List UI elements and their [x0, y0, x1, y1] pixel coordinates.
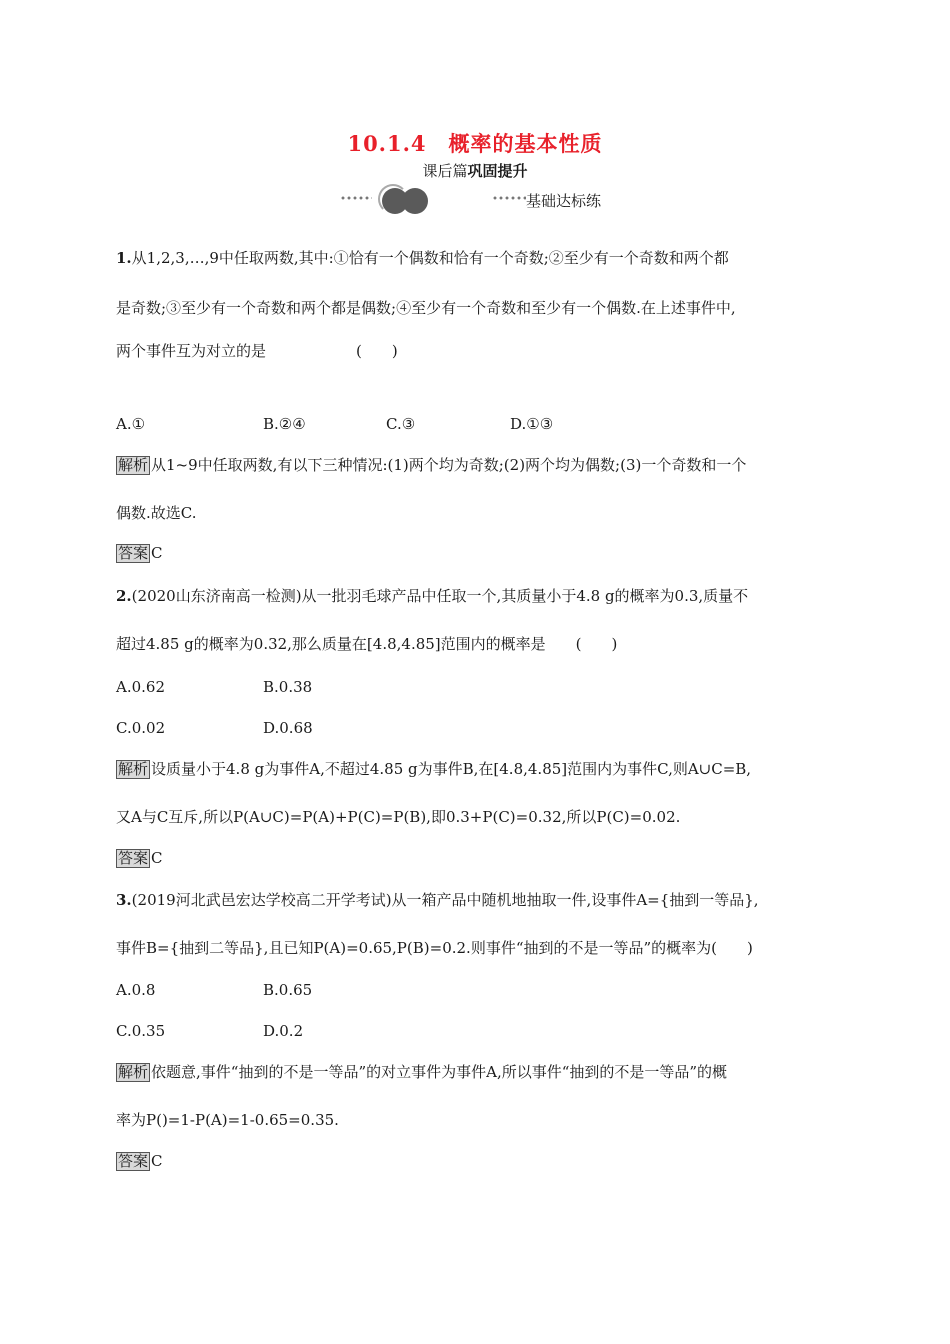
q1-line-1: 1.从1,2,3,…,9中任取两数,其中:①恰有一个偶数和恰有一个奇数;②至少有一个奇数和两个都	[116, 249, 729, 267]
q3-option-b: B.0.65	[263, 981, 313, 999]
q3-analysis-line-1: 解析 依题意,事件“抽到的不是一等品”的对立事件为事件A,所以事件“抽到的不是一等品”的概	[118, 1063, 728, 1081]
section-banner	[340, 183, 640, 217]
subtitle-prefix: 课后篇	[422, 162, 468, 180]
q1-number: 1.	[116, 249, 132, 267]
q2-option-c: C.0.02	[116, 719, 166, 737]
q3-option-d: D.0.2	[263, 1022, 304, 1040]
circle-decoration-icon	[402, 188, 428, 214]
analysis-tag: 解析	[118, 1063, 149, 1081]
q2-option-d: D.0.68	[263, 719, 313, 737]
q2-number: 2.	[116, 587, 132, 605]
q3-line-1: 3.(2019河北武邑宏达学校高二开学考试)从一箱产品中随机地抽取一件,设事件A={抽到一等品},	[116, 891, 759, 909]
dots-decoration-icon	[492, 196, 526, 200]
q3-analysis-line-2: 率为P()=1-P(A)=1-0.65=0.35.	[116, 1111, 339, 1129]
answer-tag: 答案	[118, 849, 149, 867]
q1-option-a: A.①	[116, 415, 146, 433]
q2-line-1: 2.(2020山东济南高一检测)从一批羽毛球产品中任取一个,其质量小于4.8 g的概率为0.3,质量不	[116, 587, 749, 605]
page-subtitle	[0, 160, 950, 181]
q1-line-3: 两个事件互为对立的是 ( )	[116, 342, 398, 360]
q1-analysis-line-2: 偶数.故选C.	[116, 504, 197, 522]
q1-answer: 答案 C	[118, 544, 163, 562]
q3-number: 3.	[116, 891, 132, 909]
analysis-tag: 解析	[118, 760, 149, 778]
subtitle-bold: 巩固提升	[467, 162, 528, 180]
q1-analysis-line-1: 解析 从1~9中任取两数,有以下三种情况:(1)两个均为奇数;(2)两个均为偶数;(3)一个奇数和一个	[118, 456, 747, 474]
analysis-tag: 解析	[118, 456, 149, 474]
answer-tag: 答案	[118, 544, 149, 562]
q2-analysis-line-2: 又A与C互斥,所以P(A∪C)=P(A)+P(C)=P(B),即0.3+P(C)=0.32,所以P(C)=0.02.	[116, 808, 681, 826]
q2-option-a: A.0.62	[116, 678, 165, 696]
q1-option-d: D.①③	[510, 415, 554, 433]
q2-option-b: B.0.38	[263, 678, 313, 696]
page-title: 10.1.4 概率的基本性质	[347, 131, 603, 156]
q2-analysis-line-1: 解析 设质量小于4.8 g为事件A,不超过4.85 g为事件B,在[4.8,4.85]范围内为事件C,则A∪C=B,	[118, 760, 752, 778]
q2-answer: 答案 C	[118, 849, 163, 867]
q1-line-2: 是奇数;③至少有一个奇数和两个都是偶数;④至少有一个奇数和至少有一个偶数.在上述事件中,	[116, 299, 736, 317]
q3-option-c: C.0.35	[116, 1022, 166, 1040]
q3-option-a: A.0.8	[116, 981, 156, 999]
q3-answer: 答案 C	[118, 1152, 163, 1170]
q1-option-c: C.③	[386, 415, 416, 433]
dots-decoration-icon	[340, 196, 372, 200]
q1-option-b: B.②④	[263, 415, 306, 433]
q3-line-2: 事件B={抽到二等品},且已知P(A)=0.65,P(B)=0.2.则事件“抽到的不是一等品”的概率为( )	[116, 939, 753, 957]
q2-line-2: 超过4.85 g的概率为0.32,那么质量在[4.8,4.85]范围内的概率是 ( )	[116, 635, 618, 653]
section-label: 基础达标练	[526, 192, 602, 210]
answer-tag: 答案	[118, 1152, 149, 1170]
